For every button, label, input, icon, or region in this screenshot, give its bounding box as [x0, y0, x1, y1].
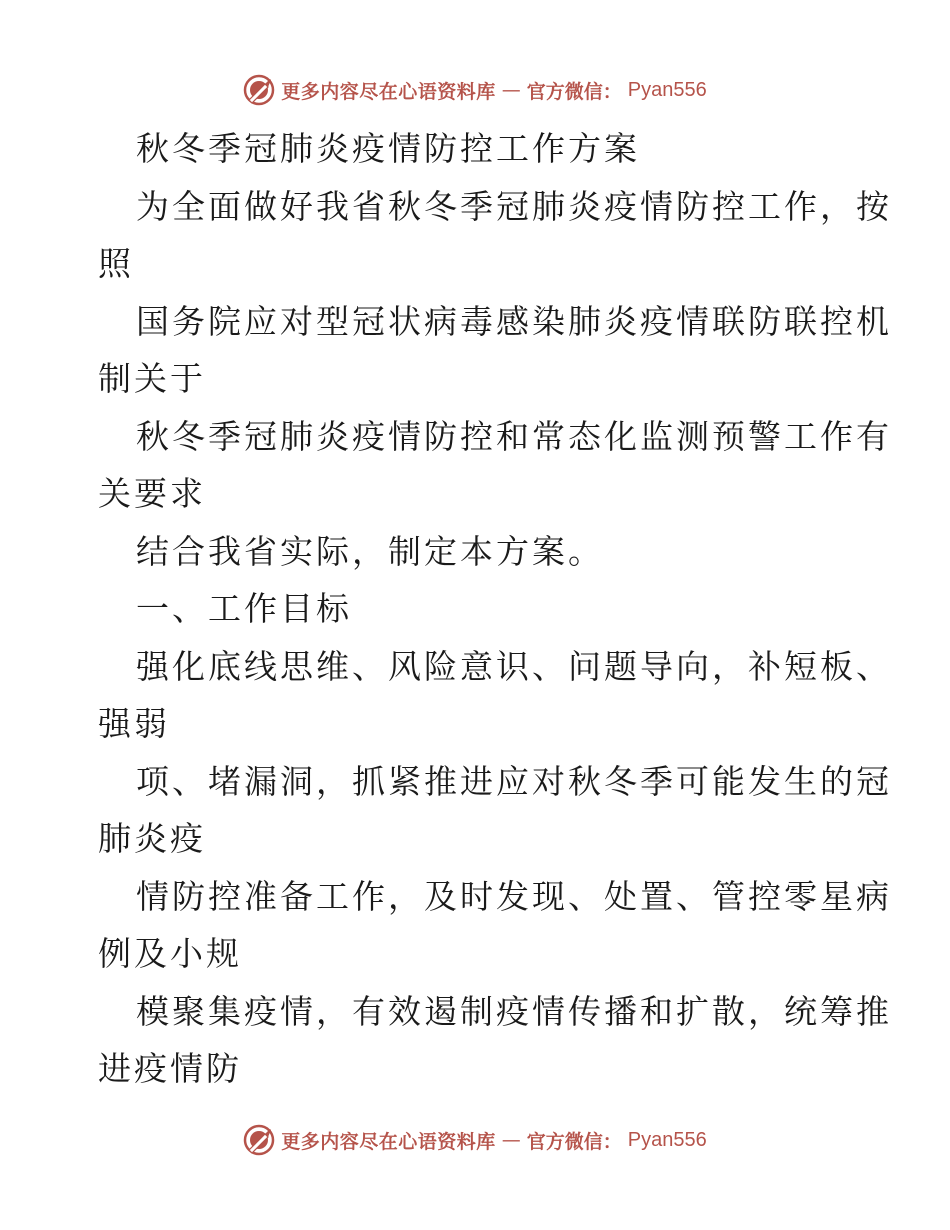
pen-logo-icon [243, 74, 275, 106]
document-body [98, 120, 892, 1098]
header-watermark [0, 72, 950, 108]
watermark-wechat-id: Pyan556 [627, 1128, 707, 1151]
watermark-wechat-id: Pyan556 [627, 78, 707, 101]
watermark-wechat-label: 官方微信： [526, 1130, 622, 1153]
paragraph-line: 结合我省实际，制定本方案。 [136, 531, 604, 571]
paragraph-line: 进疫情防 [98, 1049, 242, 1088]
paragraph-line: 情防控准备工作，及时发现、处置、管控零星病 [136, 876, 892, 916]
paragraph-line: 秋冬季冠肺炎疫情防控和常态化监测预警工作有 [136, 416, 892, 456]
watermark-text: 更多内容尽在心语资料库 [281, 80, 496, 103]
footer-watermark [0, 1122, 950, 1158]
paragraph-line: 项、堵漏洞，抓紧推进应对秋冬季可能发生的冠 [136, 761, 892, 801]
paragraph-line: 例及小规 [98, 934, 242, 973]
document-title: 秋冬季冠肺炎疫情防控工作方案 [136, 129, 640, 168]
watermark-separator: — [501, 79, 521, 101]
watermark-wechat-label: 官方微信： [526, 80, 622, 103]
paragraph-line: 模聚集疫情，有效遏制疫情传播和扩散，统筹推 [136, 991, 892, 1031]
section-heading: 一、工作目标 [136, 589, 352, 628]
paragraph-line: 国务院应对型冠状病毒感染肺炎疫情联防联控机 [136, 301, 892, 341]
pen-logo-icon [243, 1124, 275, 1156]
paragraph-line: 肺炎疫 [98, 819, 206, 858]
paragraph-line: 为全面做好我省秋冬季冠肺炎疫情防控工作，按 [136, 186, 892, 226]
paragraph-line: 关要求 [98, 474, 206, 513]
paragraph-line: 强弱 [98, 704, 170, 743]
paragraph-line: 制关于 [98, 359, 206, 398]
watermark-separator: — [501, 1129, 521, 1151]
paragraph-line: 强化底线思维、风险意识、问题导向，补短板、 [136, 646, 892, 686]
watermark-text: 更多内容尽在心语资料库 [281, 1130, 496, 1153]
paragraph-line: 照 [98, 244, 134, 283]
